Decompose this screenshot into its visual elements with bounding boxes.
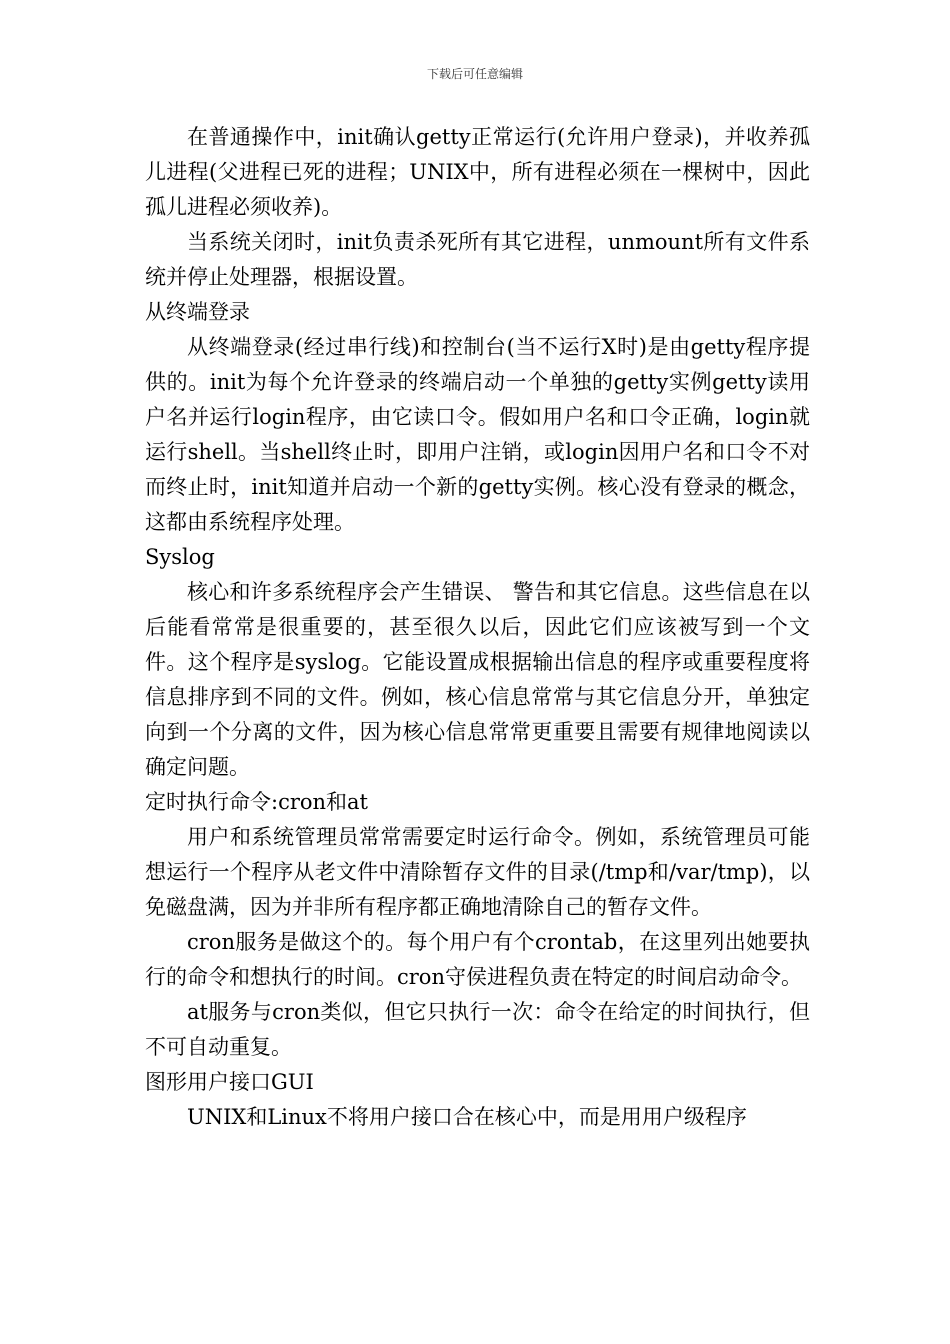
paragraph-cron-service: cron服务是做这个的。每个用户有个crontab，在这里列出她要执行的命令和想执行的时间。cron守侯进程负责在特定的时间启动命令。 bbox=[145, 930, 810, 989]
section-heading-cron-at: 定时执行命令:cron和at bbox=[145, 790, 369, 814]
section-heading-terminal-login: 从终端登录 bbox=[145, 300, 250, 324]
paragraph-gui: UNIX和Linux不将用户接口合在核心中，而是用用户级程序 bbox=[187, 1105, 747, 1129]
page-header: 下载后可任意编辑 bbox=[426, 67, 523, 81]
document-body bbox=[145, 120, 810, 1135]
paragraph-init-shutdown: 当系统关闭时，init负责杀死所有其它进程，unmount所有文件系统并停止处理器，根据设置。 bbox=[145, 230, 810, 289]
paragraph-at-service: at服务与cron类似，但它只执行一次：命令在给定的时间执行，但不可自动重复。 bbox=[145, 1000, 810, 1059]
section-heading-syslog: Syslog bbox=[145, 545, 215, 569]
section-heading-gui: 图形用户接口GUI bbox=[145, 1070, 314, 1094]
paragraph-init-normal-operation: 在普通操作中，init确认getty正常运行(允许用户登录)，并收养孤儿进程(父进程已死的进程；UNIX中，所有进程必须在一棵树中，因此孤儿进程必须收养)。 bbox=[145, 125, 810, 219]
paragraph-syslog: 核心和许多系统程序会产生错误、 警告和其它信息。这些信息在以后能看常常是很重要的，甚至很久以后，因此它们应该被写到一个文件。这个程序是syslog。它能设置成根据输出信息的程序或重要程度将信息排序到不同的文件。例如，核心信息常常与其它信息分开，单独定向到一个分离的文件，因为核心信息常常更重要且需要有规律地阅读以确定问题。 bbox=[145, 580, 810, 779]
paragraph-scheduled-commands: 用户和系统管理员常常需要定时运行命令。例如，系统管理员可能想运行一个程序从老文件中清除暂存文件的目录(/tmp和/var/tmp)，以免磁盘满，因为并非所有程序都正确地清除自己的暂存文件。 bbox=[145, 825, 810, 919]
paragraph-terminal-login: 从终端登录(经过串行线)和控制台(当不运行X时)是由getty程序提供的。init为每个允许登录的终端启动一个单独的getty实例getty读用户名并运行login程序，由它读口令。假如用户名和口令正确，login就运行shell。当shell终止时，即用户注销，或login因用户名和口令不对而终止时，init知道并启动一个新的getty实例。核心没有登录的概念，这都由系统程序处理。 bbox=[145, 335, 810, 534]
